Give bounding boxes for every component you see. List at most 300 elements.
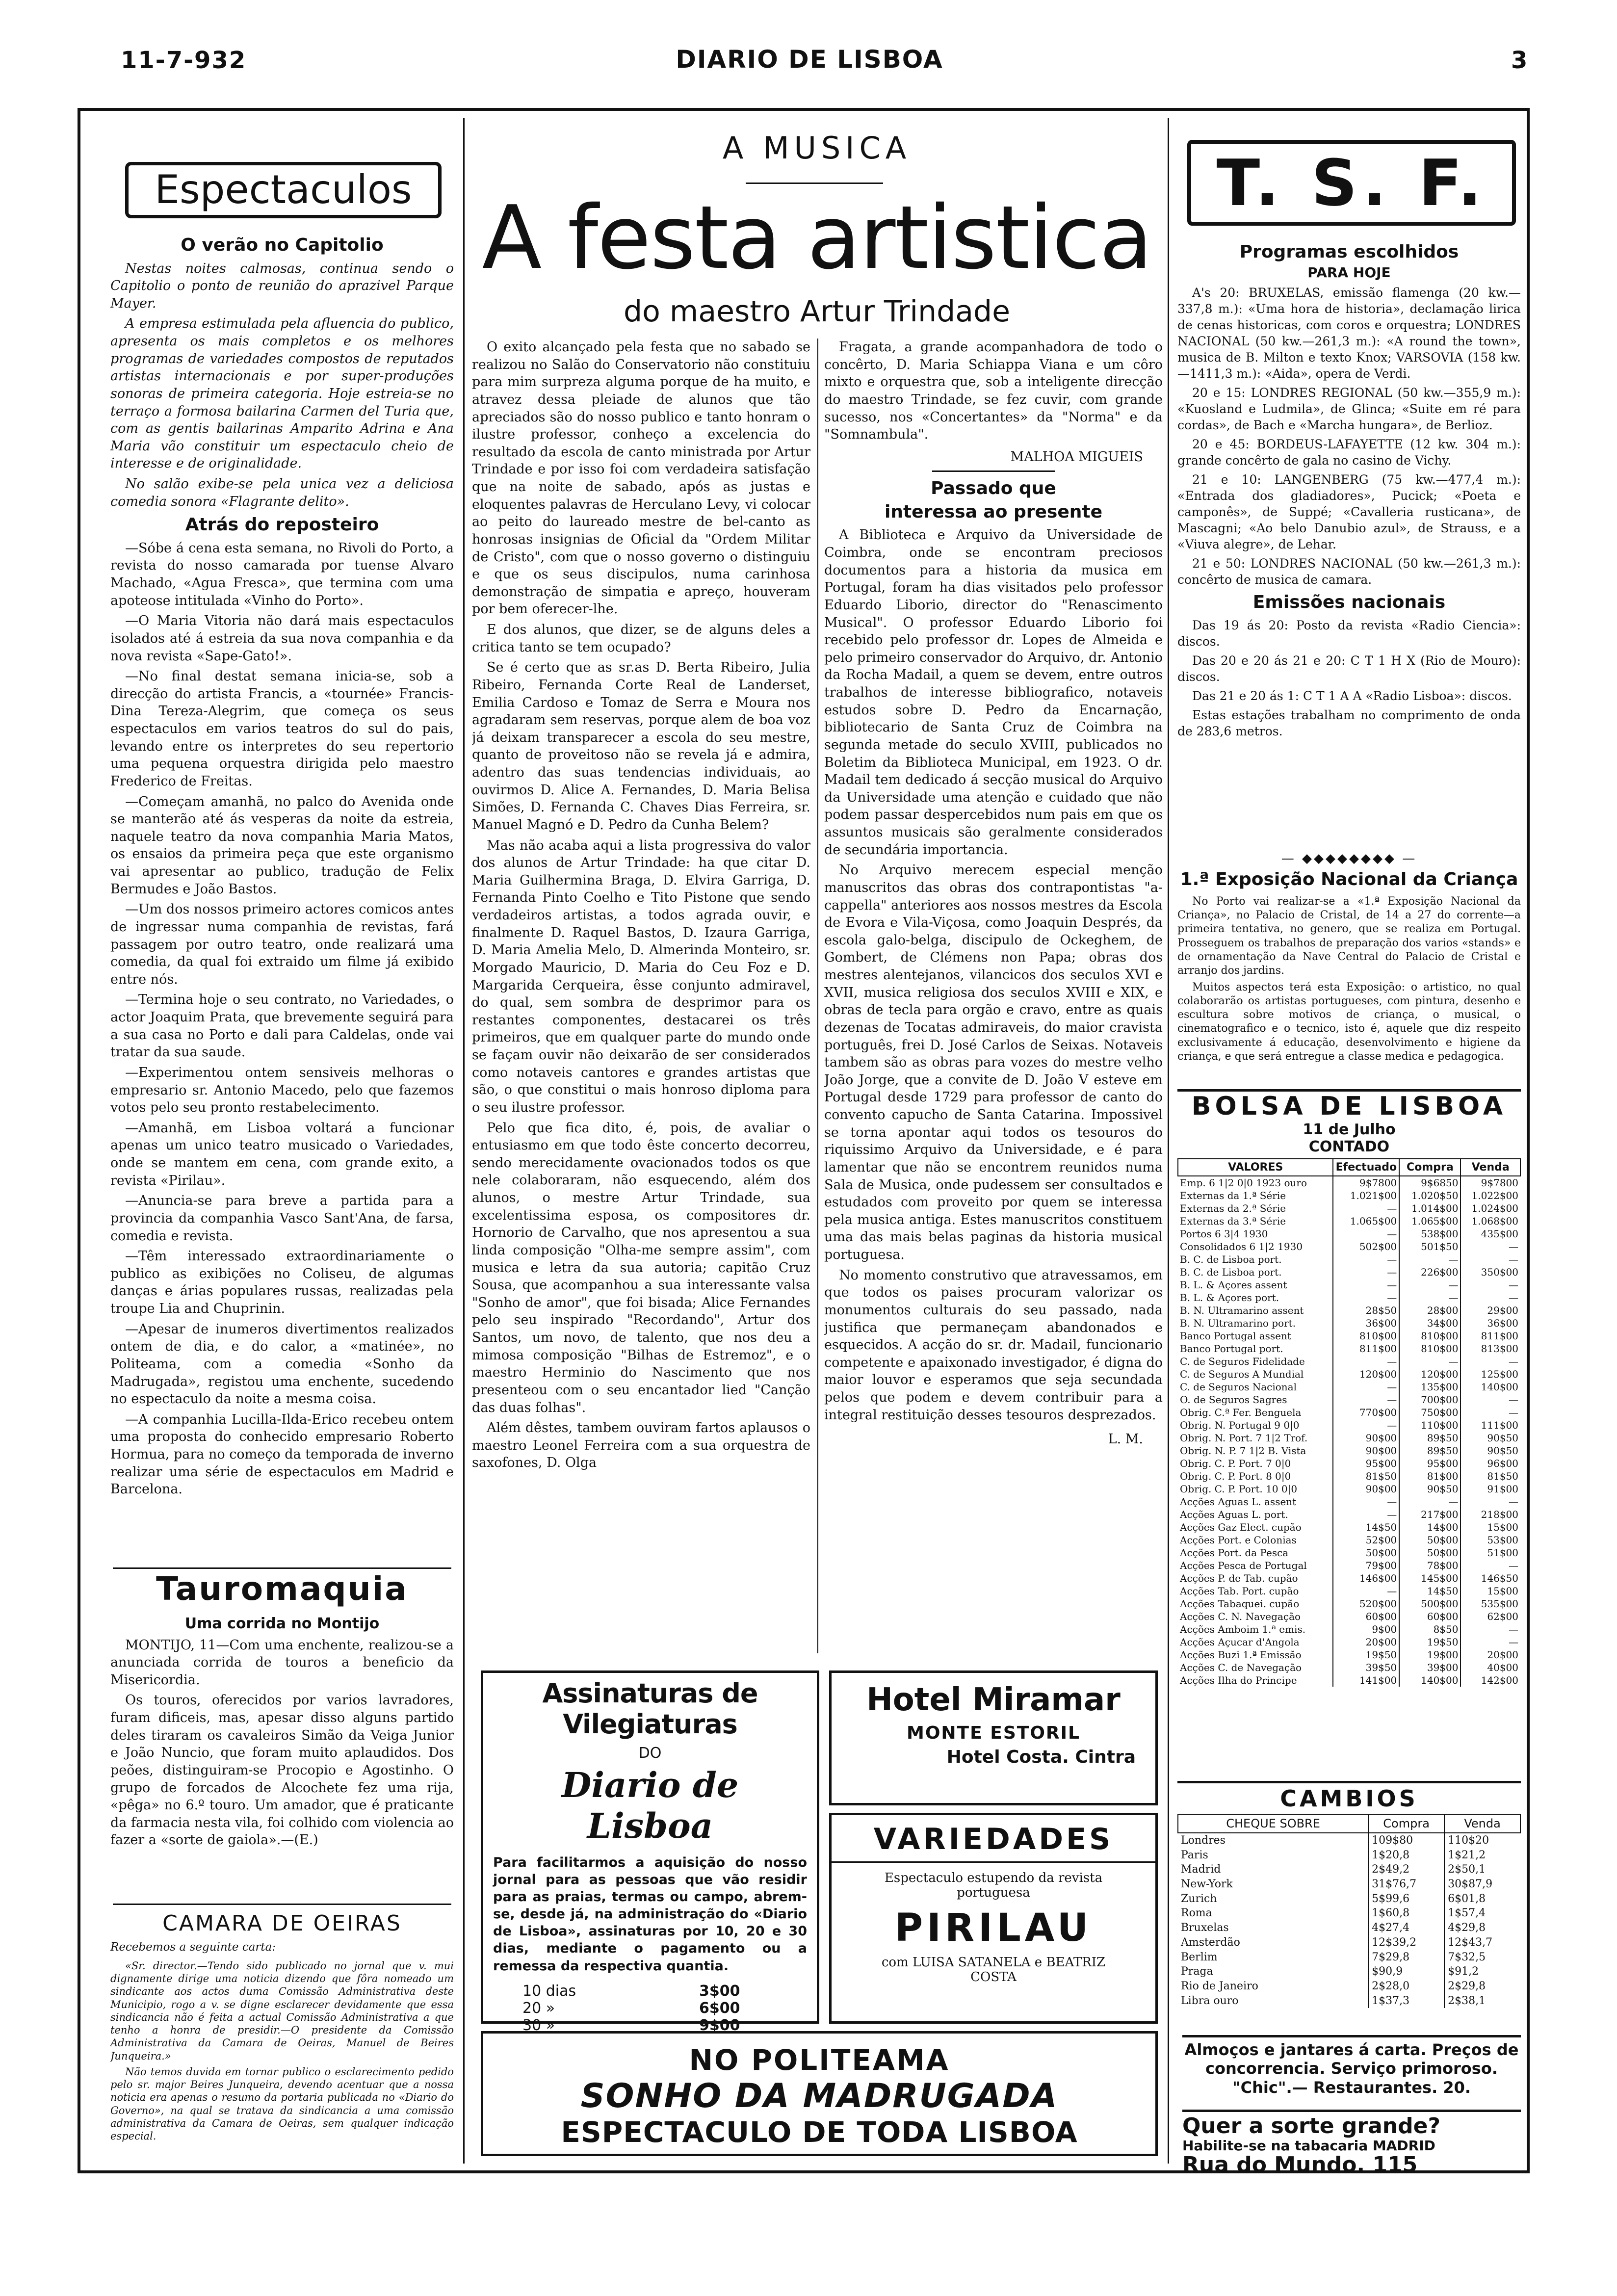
table-cell: 111$00 (1461, 1419, 1520, 1432)
table-cell: 1$37,3 (1368, 1994, 1444, 2009)
heading-montijo: Uma corrida no Montijo (184, 1615, 380, 1632)
table-cell: Acções Tab. Port. cupão (1180, 1585, 1299, 1597)
table-cell: 36$00 (1461, 1317, 1520, 1330)
section-banner-tsf (1187, 140, 1516, 226)
paragraph: Se é certo que as sr.as D. Berta Ribeiro, Julia Ribeiro, Fernanda Corte Real de Landerset, Emilia Cardoso e Tomaz de Serra e Moura nos agradaram sem reservas, porque alem de boa voz já deixam transparecer a escola do seu mestre, quanto de proveitoso não se revela já e admira, adentro das suas tendencias individuais, ao ouvirmos D. Alice A. Fernandes, D. Maria Belisa Simões, D. Fernanda C. Chaves Dias Ferreira, sr. Manuel Magnó e D. Pedro da Cunha Belem? (472, 660, 810, 833)
table-cell: Acções Port. e Colonias (1180, 1534, 1297, 1546)
table-cell: 700$00 (1399, 1393, 1461, 1406)
paragraph: MONTIJO, 11—Com uma enchente, realizou-se a anunciada corrida de touros a beneficio da Misericordia. (110, 1637, 454, 1688)
table-row (1178, 1495, 1520, 1508)
table-cell: 435$00 (1461, 1227, 1520, 1240)
paragraph: 21 e 50: LONDRES NACIONAL (50 kw.—261,3 m.): concêrto de musica de camara. (1177, 556, 1521, 587)
newspaper-title: DIARIO DE LISBOA (676, 45, 943, 74)
table-cell: 810$00 (1399, 1330, 1461, 1342)
paragraph: Além dêstes, tambem ouviram fartos aplausos o maestro Leonel Ferreira com a sua orquestra de saxofones, D. Olga (472, 1420, 810, 1471)
table-cell: 2$29,8 (1444, 1979, 1520, 1994)
table-cell: Obrig. N. P. 7 1|2 B. Vista (1180, 1445, 1306, 1457)
bolsa-section (1177, 1089, 1521, 1687)
table-cell: — (1461, 1291, 1520, 1304)
table-header: Efectuado (1333, 1159, 1399, 1176)
paragraph: 21 e 10: LANGENBERG (75 kw.—477,4 m.): «Entrada dos gladiadores», Pucick; «Poeta e camponês», de Suppé; «Cavalleria rusticana», de Mascagni; «Ao belo Danubio azul», de Strauss, e a «Viuva alegre», de Lehar. (1177, 472, 1521, 552)
table-row (1178, 1862, 1520, 1877)
musica-col-3 (824, 339, 1163, 1658)
paragraph: No salão exibe-se pela unica vez a deliciosa comedia sonora «Flagrante delito». (110, 476, 454, 509)
table-row (1178, 1381, 1520, 1393)
table-cell: — (1461, 1495, 1520, 1508)
page-date: 11-7-932 (121, 47, 247, 74)
table-cell: — (1461, 1253, 1520, 1266)
table-cell: 110$00 (1399, 1419, 1461, 1432)
bolsa-date: 11 de Julho (1303, 1121, 1396, 1138)
table-row (1178, 1521, 1520, 1534)
table-cell: 81$50 (1461, 1470, 1520, 1483)
table-cell: — (1333, 1508, 1399, 1521)
table-cell: — (1399, 1278, 1461, 1291)
table-cell: 142$00 (1461, 1674, 1520, 1687)
paragraph: —Anuncia-se para breve a partida para a provincia da companhia Vasco Sant'Ana, de farsa, comedia e revista. (110, 1193, 454, 1244)
table-cell: 95$00 (1333, 1457, 1399, 1470)
table-cell: — (1461, 1278, 1520, 1291)
paragraph: Estas estações trabalham no comprimento de onda de 283,6 metros. (1177, 707, 1521, 738)
table-row (1178, 1330, 1520, 1342)
table-row (1178, 1470, 1520, 1483)
variedades-line2: portuguesa (957, 1885, 1030, 1900)
table-row (1178, 1674, 1520, 1687)
ad-assinaturas (481, 1670, 819, 2034)
table-cell: 19$00 (1399, 1648, 1461, 1661)
table-row (1178, 1406, 1520, 1419)
table-cell: $90,9 (1368, 1964, 1444, 1979)
paragraph: Das 20 e 20 ás 21 e 20: C T 1 H X (Rio de Mouro): discos. (1177, 653, 1521, 684)
price-row: 10 dias 3$00 (522, 1982, 740, 2000)
table-cell: 1.021$00 (1333, 1189, 1399, 1202)
table-cell: Externas da 2.ª Série (1180, 1202, 1286, 1214)
sorte-l1: Quer a sorte grande? (1182, 2113, 1440, 2139)
table-cell: 53$00 (1461, 1534, 1520, 1546)
section-oeiras: CAMARA DE OEIRAS (162, 1911, 402, 1936)
table-cell: 15$00 (1461, 1521, 1520, 1534)
table-header: Venda (1444, 1814, 1520, 1833)
table-cell: 1.022$00 (1461, 1189, 1520, 1202)
paragraph: —Amanhã, em Lisboa voltará a funcionar apenas um unico teatro musicado o Variedades, onde se mantem em cena, com grande exito, a revista «Pirilau». (110, 1120, 454, 1188)
ornament-divider: — ◆◆◆◆◆◆◆◆ — (1281, 851, 1417, 866)
bolsa-title: BOLSA DE LISBOA (1191, 1092, 1507, 1121)
tsf-title: T. S. F. (1216, 146, 1487, 220)
kicker-musica: A MUSICA (722, 130, 912, 166)
table-cell: 770$00 (1333, 1406, 1399, 1419)
table-cell: 50$00 (1333, 1546, 1399, 1559)
variedades-line1: Espectaculo estupendo da revista (884, 1871, 1103, 1885)
table-cell: Consolidados 6 1|2 1930 (1180, 1241, 1303, 1252)
table-cell: — (1333, 1227, 1399, 1240)
table-row (1178, 1848, 1520, 1863)
table-row (1178, 1355, 1520, 1368)
table-cell: Acções Port. da Pesca (1180, 1547, 1289, 1559)
paragraph: —Começam amanhã, no palco do Avenida onde se manterão até ás vesperas da noite da estreia, naquele teatro da nova companhia Maria Matos, os ensaios da primeira peça que este organismo vai apresentar ao publico, tradução de Felix Bermudes e João Bastos. (110, 794, 454, 897)
chic-text: Almoços e jantares á carta. Preços de concorrencia. Serviço primoroso. "Chic".— Restaurantes. 20. (1184, 2040, 1519, 2097)
paragraph: —Apesar de inumeros divertimentos realizados ontem de dia, e do calor, a «matinée», no Politeama, com a comedia «Sonho da Madrugada», registou uma enchente, sucedendo no espectaculo da noite a mesma coisa. (110, 1321, 454, 1407)
price-row: 30 » 9$00 (522, 2016, 740, 2034)
table-row (1178, 1227, 1520, 1240)
table-row (1178, 1457, 1520, 1470)
table-cell: Banco Portugal port. (1180, 1343, 1283, 1355)
table-row (1178, 1964, 1520, 1979)
table-cell: 218$00 (1461, 1508, 1520, 1521)
table-cell: C. de Seguros Fidelidade (1180, 1356, 1305, 1367)
table-cell: Paris (1181, 1849, 1208, 1861)
paragraph: —Experimentou ontem sensiveis melhoras o empresario sr. Antonio Macedo, pelo que fazemos votos pelo seu pronto restabelecimento. (110, 1065, 454, 1116)
table-cell: 520$00 (1333, 1597, 1399, 1610)
table-row (1178, 1432, 1520, 1444)
paragraph: Não temos duvida em tornar publico o esclarecimento pedido pelo sr. major Beires Junqueira, devendo acentuar que a nossa noticia era apenas o resumo da portaria publicada no «Diario do Governo», na qual se tratava da sindicancia a uma comissão administrativa da Camara de Oeiras, sem qualquer indicação especial. (110, 2065, 454, 2142)
table-cell: Acções C. de Navegação (1180, 1662, 1302, 1673)
table-row (1178, 1304, 1520, 1317)
table-cell: 39$50 (1333, 1661, 1399, 1674)
table-cell: 51$00 (1461, 1546, 1520, 1559)
table-row (1178, 1483, 1520, 1495)
table-cell: 120$00 (1399, 1368, 1461, 1381)
ad-text: Para facilitarmos a aquisição do nosso jornal para as pessoas que vão residir para as praias, termas ou campo, abrem-se, desde já, na administração do «Diario de Lisboa», assinaturas por 10, 20 e 30 dias, mediante o pagamento ou a remessa da respectiva quantia. (493, 1855, 807, 1974)
table-cell: 60$00 (1333, 1610, 1399, 1623)
table-cell: 4$29,8 (1444, 1921, 1520, 1935)
table-cell: 90$50 (1461, 1432, 1520, 1444)
table-cell: 96$00 (1461, 1457, 1520, 1470)
table-cell: Acções Gaz Elect. cupão (1180, 1521, 1302, 1533)
table-cell: Obrig. C.ª Fer. Benguela (1180, 1407, 1302, 1418)
table-cell: 14$00 (1399, 1521, 1461, 1534)
paragraph: —No final destat semana inicia-se, sob a direcção do artista Francis, a «tournée» Francis-Dina Tereza-Alegrim, que começa os seus espectaculos em varios teatros do sul do pais, levando entre os interpretes do seu repertorio uma pequena orquestra dirigida pelo maestro Frederico de Freitas. (110, 669, 454, 789)
table-cell: 7$29,8 (1368, 1950, 1444, 1965)
heading-reposteiro: Atrás do reposteiro (185, 515, 379, 535)
table-cell: Acções Aguas L. assent (1180, 1496, 1297, 1508)
paragraph: No Porto vai realizar-se a «1.ª Exposição Nacional da Criança», no Palacio de Cristal, de 14 a 27 do corrente—a primeira tentativa, no genero, que se realiza em Portugal. Prosseguem os trabalhos de preparação dos varios «stands» e de ornamentação da Nave Central do Palacio de Cristal e arranjo dos jardins. (1177, 895, 1521, 977)
table-cell: — (1461, 1240, 1520, 1253)
table-cell: 9$7800 (1333, 1176, 1399, 1189)
table-cell: — (1399, 1291, 1461, 1304)
ad-paper: Diario de Lisboa (561, 1765, 739, 1846)
table-cell: 1$20,8 (1368, 1848, 1444, 1863)
table-cell: 811$00 (1333, 1342, 1399, 1355)
table-cell: 78$00 (1399, 1559, 1461, 1572)
table-row (1178, 1833, 1520, 1848)
table-row (1178, 1559, 1520, 1572)
table-cell: 14$50 (1333, 1521, 1399, 1534)
paragraph: No momento construtivo que atravessamos, em que todos os paises procuram valorizar os monumentos culturais do seu passado, nada justifica que permaneçam abandonados e esquecidos. A acção do sr. dr. Madail, funcionario competente e apaixonado investigador, é digna do maior louvor e esperamos que seja secundada pelos que podem e devem contribuir para a integral restituição desses tesouros desprezados. (824, 1267, 1163, 1423)
table-row (1178, 1906, 1520, 1921)
table-row (1178, 1368, 1520, 1381)
table-cell: 28$00 (1399, 1304, 1461, 1317)
table-cell: 125$00 (1461, 1368, 1520, 1381)
table-cell: 1.014$00 (1399, 1202, 1461, 1215)
table-cell: B. C. de Lisboa port. (1180, 1266, 1282, 1278)
section-banner-espectaculos (125, 162, 442, 218)
table-cell: 6$01,8 (1444, 1892, 1520, 1906)
tauromaquia-article (110, 1614, 454, 1894)
table-cell: 91$00 (1461, 1483, 1520, 1495)
table-cell: 226$00 (1399, 1266, 1461, 1278)
heading-programas: Programas escolhidos (1239, 242, 1459, 262)
table-row (1178, 1215, 1520, 1227)
table-cell: Banco Portugal assent (1180, 1330, 1291, 1342)
bolsa-mode: CONTADO (1308, 1138, 1390, 1155)
table-cell: 19$50 (1399, 1636, 1461, 1648)
table-cell: Berlim (1181, 1951, 1218, 1963)
paragraph: E dos alunos, que dizer, se de alguns deles a critica tanto se tem ocupado? (472, 622, 810, 655)
table-cell: 1.024$00 (1461, 1202, 1520, 1215)
table-row (1178, 1597, 1520, 1610)
table-header: Compra (1399, 1159, 1461, 1176)
table-row (1178, 1342, 1520, 1355)
table-cell: 535$00 (1461, 1597, 1520, 1610)
table-cell: 4$27,4 (1368, 1921, 1444, 1935)
section-tauromaquia: Tauromaquia (156, 1570, 408, 1608)
table-cell: B. L. & Açores port. (1180, 1292, 1279, 1304)
table-cell: — (1333, 1495, 1399, 1508)
table-cell: 217$00 (1399, 1508, 1461, 1521)
table-cell: 2$50,1 (1444, 1862, 1520, 1877)
table-row (1178, 1419, 1520, 1432)
table-cell: 20$00 (1333, 1636, 1399, 1648)
politeama-l1: NO POLITEAMA (689, 2043, 950, 2077)
table-row (1178, 1935, 1520, 1950)
table-cell: C. de Seguros A Mundial (1180, 1368, 1304, 1380)
table-cell: 12$39,2 (1368, 1935, 1444, 1950)
table-cell: 2$49,2 (1368, 1862, 1444, 1877)
table-cell: 79$00 (1333, 1559, 1399, 1572)
table-cell: — (1333, 1253, 1399, 1266)
paragraph: Das 19 ás 20: Posto da revista «Radio Ciencia»: discos. (1177, 618, 1521, 649)
heading-emissoes: Emissões nacionais (1252, 592, 1446, 613)
subhead: do maestro Artur Trindade (624, 294, 1010, 329)
variedades-name: VARIEDADES (832, 1822, 1155, 1863)
table-cell: — (1333, 1278, 1399, 1291)
ad-variedades (829, 1813, 1158, 2024)
cambios-title: CAMBIOS (1280, 1785, 1418, 1812)
table-cell: 90$50 (1399, 1483, 1461, 1495)
table-cell: B. C. de Lisboa port. (1180, 1253, 1282, 1265)
table-row (1178, 1240, 1520, 1253)
table-cell: — (1333, 1355, 1399, 1368)
table-cell: 50$00 (1399, 1534, 1461, 1546)
table-cell: — (1461, 1559, 1520, 1572)
table-cell: 120$00 (1333, 1368, 1399, 1381)
variedades-show: PIRILAU (894, 1906, 1093, 1950)
table-cell: 31$76,7 (1368, 1877, 1444, 1892)
sorte-l2: Habilite-se na tabacaria MADRID (1182, 2138, 1435, 2154)
table-cell: 34$00 (1399, 1317, 1461, 1330)
table-cell: Acções Buzi 1.ª Emissão (1180, 1649, 1302, 1661)
paragraph: A Biblioteca e Arquivo da Universidade de Coimbra, onde se encontram preciosos documentos para a historia da musica em Portugal, foram ha dias visitados pelo professor Eduardo Liborio, director do "Renascimento Musical". O professor Eduardo Liborio foi recebido pelo professor dr. Lopes de Almeida e pelo primeiro conservador do Arquivo, dr. Antonio da Rocha Madail, a quem se devem, entre outros trabalhos de interesse bibliografico, notaveis estudos sobre D. Pedro da Encarnação, bibliotecario de Santa Cruz de Coimbra na segunda metade do seculo XVIII, publicados no Boletim da Biblioteca Municipal, em 1923. O dr. Madail tem dedicado á secção musical do Arquivo da Universidade uma atenção e cuidado que não podem passar despercebidos num pais em que os assuntos musicais são geralmente considerados de secundária importancia. (824, 527, 1163, 858)
table-row (1178, 1950, 1520, 1965)
table-cell: 811$00 (1461, 1330, 1520, 1342)
table-cell: Libra ouro (1181, 1994, 1239, 2007)
cambios-table (1177, 1814, 1521, 2008)
table-cell: 1.068$00 (1461, 1215, 1520, 1227)
exposicao-article (1177, 868, 1521, 1084)
table-cell: Acções Amboim 1.ª emis. (1180, 1623, 1306, 1635)
table-cell: — (1333, 1585, 1399, 1597)
table-cell: 12$43,7 (1444, 1935, 1520, 1950)
table-row (1178, 1636, 1520, 1648)
paragraph: Das 21 e 20 ás 1: C T 1 A A «Radio Lisboa»: discos. (1192, 688, 1512, 703)
price-row: 20 » 6$00 (522, 1999, 740, 2017)
table-cell: 40$00 (1461, 1661, 1520, 1674)
table-header: Venda (1461, 1159, 1520, 1176)
table-row (1178, 1892, 1520, 1906)
table-cell: 140$00 (1461, 1381, 1520, 1393)
table-cell: Bruxelas (1181, 1922, 1229, 1934)
table-row (1178, 1266, 1520, 1278)
variedades-cast: com LUISA SATANELA e BEATRIZ COSTA (881, 1955, 1106, 1984)
table-cell: 89$50 (1399, 1432, 1461, 1444)
table-cell: 1$60,8 (1368, 1906, 1444, 1921)
signature: MALHOA MIGUEIS (1010, 449, 1143, 465)
paragraph: Os touros, oferecidos por varios lavradores, furam dificeis, mas, apesar disso alguns partido deles tiraram os cavaleiros Simão da Veiga Junior e João Nuncio, que foram muito aplaudidos. Dos peões, distinguiram-se Procopio e Agostinho. O grupo de forcados de Alcochete fez uma rija, «pêga» no 6.º touro. Um amador, que é praticante da farmacia nesta vila, foi colhido com violencia ao fazer a «sorte de gaiola».—(E.) (110, 1693, 454, 1848)
table-cell: 19$50 (1333, 1648, 1399, 1661)
table-cell: Rio de Janeiro (1181, 1980, 1258, 1992)
table-cell: B. N. Ultramarino assent (1180, 1305, 1304, 1316)
ad-hotel (829, 1670, 1158, 1805)
paragraph: Fragata, a grande acompanhadora de todo o concêrto, D. Maria Schiappa Viana e um côro mixto e orquestra que, sob a inteligente direcção do maestro Trindade, se fez cuvir, com grande sucesso, nos «Concertantes» da "Norma" e da "Somnambula". (824, 339, 1163, 443)
table-cell: Obrig. C. P. Port. 8 0|0 (1180, 1470, 1291, 1482)
table-cell: 9$7800 (1461, 1176, 1520, 1189)
table-cell: 90$00 (1333, 1432, 1399, 1444)
table-cell: Acções C. N. Navegação (1180, 1611, 1301, 1622)
table-cell: 135$00 (1399, 1381, 1461, 1393)
paragraph: —Termina hoje o seu contrato, no Variedades, o actor Joaquim Prata, que brevemente seguirá para a sua casa no Porto e dali para Caldelas, onde vai tratar da sua saude. (110, 992, 454, 1060)
table-cell: Externas da 1.ª Série (1180, 1190, 1286, 1201)
table-row (1178, 1979, 1520, 1994)
table-row (1178, 1534, 1520, 1546)
table-cell: Zurich (1181, 1892, 1217, 1905)
table-cell: Externas da 3.ª Série (1180, 1215, 1286, 1227)
table-cell: Acções P. de Tab. cupão (1180, 1572, 1298, 1584)
ad-do: DO (638, 1745, 662, 1762)
paragraph: —O Maria Vitoria não dará mais espectaculos isolados até á estreia da sua nova companhia e da nova revista «Sape-Gato!». (110, 613, 454, 664)
bolsa-table (1177, 1158, 1521, 1687)
table-cell: Obrig. N. Port. 7 1|2 Trof. (1180, 1432, 1308, 1444)
table-cell: 8$50 (1399, 1623, 1461, 1636)
table-cell: 81$50 (1333, 1470, 1399, 1483)
table-cell: 1$57,4 (1444, 1906, 1520, 1921)
table-cell: 90$00 (1333, 1483, 1399, 1495)
table-cell: 1.065$00 (1333, 1215, 1399, 1227)
ad-title: Assinaturas de Vilegiaturas (542, 1678, 758, 1740)
table-cell: — (1333, 1291, 1399, 1304)
table-cell: 1.065$00 (1399, 1215, 1461, 1227)
table-cell: 538$00 (1399, 1227, 1461, 1240)
table-cell: Acções Pesca de Portugal (1180, 1560, 1307, 1571)
table-cell: — (1461, 1393, 1520, 1406)
table-row (1178, 1189, 1520, 1202)
table-row (1178, 1648, 1520, 1661)
table-cell: 30$87,9 (1444, 1877, 1520, 1892)
table-cell: 501$50 (1399, 1240, 1461, 1253)
table-cell: 39$00 (1399, 1661, 1461, 1674)
table-cell: 141$00 (1333, 1674, 1399, 1687)
table-cell: B. N. Ultramarino port. (1180, 1317, 1296, 1329)
paragraph: A empresa estimulada pela afluencia do publico, apresenta os mais completos e os melhores programas de variedades compostos de reputados artistas internacionais e por super-produções sonoras de primeira categoria. Hoje estreia-se no terraço a formosa bailarina Carmen del Turia que, com as gentis bailarinas Amparito Adrina e Ana Maria vão constituir um espectaculo cheio de interesse e de originalidade. (110, 316, 454, 471)
paragraph: —Um dos nossos primeiro actores comicos antes de ingressar numa companhia de revistas, fará passagem por outro teatro, onde realizará uma comedia, da qual foi extraido um filme já exibido entre nós. (110, 902, 454, 987)
paragraph: Nestas noites calmosas, continua sendo o Capitolio o ponto de reunião do aprazivel Parque Mayer. (110, 261, 454, 311)
table-cell: 810$00 (1333, 1330, 1399, 1342)
table-row (1178, 1176, 1520, 1189)
section-title: Espectaculos (155, 167, 412, 212)
table-cell: Acções Tabaquei. cupão (1180, 1598, 1300, 1610)
table-cell: 89$50 (1399, 1444, 1461, 1457)
table-row (1178, 1546, 1520, 1559)
table-cell: Acções Ilha do Principe (1180, 1674, 1297, 1686)
paragraph: No Arquivo merecem especial menção manuscritos das obras dos contrapontistas "a-cappella" anteriores aos nossos mestres da Escola de Evora e Vila-Viçosa, como Joaquin Després, da escola galo-belga, discipulo de Ockeghem, de Gombert, de Clémens non Papa; obras dos mestres alentejanos, vilancicos dos seculos XVI e XVII, musica religiosa dos seculos XVIII e XIX, e obras de tecla para orgão e cravo, entre as quais dezenas de Tocatas admiraveis, do maior cravista português, frei D. José Carlos de Seixas. Notaveis tambem são as obras para vozes do mestre velho João Jorge, que a convite de D. João V esteve em Portugal desde 1729 para professor de canto do convento capucho de Santa Catarina. Impossivel se torna apontar aqui todos os tesouros do riquissimo Arquivo da Universidade, e é para lamentar que não se encontrem reunidos numa Sala de Musica, onde pudessem ser consultados e estudados com proveito por quem se interessa pela musica antiga. Estes manuscritos constituem uma das mais belas paginas da historia musical portuguesa. (824, 862, 1163, 1263)
table-cell: O. de Seguros Sagres (1180, 1394, 1287, 1406)
divider (113, 1567, 451, 1569)
table-cell: — (1461, 1623, 1520, 1636)
table-cell: Obrig. C. P. Port. 7 0|0 (1180, 1458, 1291, 1469)
table-cell: Emp. 6 1|2 0|0 1923 ouro (1180, 1177, 1307, 1189)
table-cell: 140$00 (1399, 1674, 1461, 1687)
ad-sorte (1182, 2110, 1521, 2176)
table-cell: 52$00 (1333, 1534, 1399, 1546)
table-row (1178, 1278, 1520, 1291)
table-row (1178, 1994, 1520, 2009)
table-row (1178, 1877, 1520, 1892)
table-cell: 62$00 (1461, 1610, 1520, 1623)
table-cell: Madrid (1181, 1863, 1221, 1876)
ad-chic (1182, 2035, 1521, 2097)
table-cell: 14$50 (1399, 1585, 1461, 1597)
hotel-name: Hotel Miramar (866, 1682, 1121, 1718)
table-row (1178, 1508, 1520, 1521)
paragraph: A's 20: BRUXELAS, emissão flamenga (20 kw.—337,8 m.): «Uma hora de historia», declamação lirica de cenas historicas, com coros e orquestra; LONDRES NACIONAL (50 kw.—261,3 m.): «A round the town», musica de B. Milton e texto Knox; VARSOVIA (158 kw.—1411,3 m.): «Aida», opera de Verdi. (1177, 286, 1521, 381)
table-cell: Londres (1181, 1834, 1226, 1847)
table-cell: Praga (1181, 1965, 1213, 1978)
hotel-place: MONTE ESTORIL (907, 1723, 1080, 1743)
table-cell: 95$00 (1399, 1457, 1461, 1470)
table-cell: — (1399, 1253, 1461, 1266)
table-row (1178, 1572, 1520, 1585)
table-row (1178, 1623, 1520, 1636)
table-row (1178, 1921, 1520, 1935)
table-cell: 36$00 (1333, 1317, 1399, 1330)
table-header: Compra (1368, 1814, 1444, 1833)
table-cell: 502$00 (1333, 1240, 1399, 1253)
table-cell: Obrig. N. Portugal 9 0|0 (1180, 1419, 1300, 1431)
heading-exposicao: 1.ª Exposição Nacional da Criança (1180, 869, 1518, 889)
signature: L. M. (1108, 1432, 1143, 1447)
table-row (1178, 1610, 1520, 1623)
table-cell: Acções Açucar d'Angola (1180, 1636, 1300, 1648)
politeama-l3: ESPECTACULO DE TODA LISBOA (561, 2115, 1078, 2149)
paragraph: Pelo que fica dito, é, pois, de avaliar o entusiasmo em que todo êste concerto decorreu, sendo merecidamente ovacionados todos os que nele colaboraram, não esquecendo, além dos alunos, o mestre Artur Trindade, sua excelentissima esposa, os compositores dr. Hornorio de Carvalho, que nos apresentou a sua linda composição "Olha-me sempre assim", com musica e letra da sua autoria; capitão Cruz Sousa, que acompanhou a sua interessante valsa "Sonho de amor", que foi bisada; Alice Fernandes pelo seu inspirado "Recordando", Artur dos Santos, um novo, de talento, que nos deu a mimosa composição "Bilhas de Estremoz", e o maestro Herminio do Nascimento que nos presenteou com o seu encantador lied "Canção das duas folhas". (472, 1120, 810, 1415)
table-row (1178, 1253, 1520, 1266)
headline: A festa artistica (482, 187, 1152, 288)
page-number: 3 (1511, 47, 1529, 74)
table-cell: 90$50 (1461, 1444, 1520, 1457)
divider (113, 1904, 451, 1905)
table-cell: 28$50 (1333, 1304, 1399, 1317)
table-cell: 109$80 (1368, 1833, 1444, 1848)
table-header: CHEQUE SOBRE (1178, 1814, 1368, 1833)
table-cell: — (1333, 1419, 1399, 1432)
column-divider (463, 118, 465, 2164)
hotel-sub: Hotel Costa. Cintra (946, 1747, 1136, 1767)
heading-passado: Passado que interessa ao presente (884, 478, 1103, 522)
table-cell: — (1333, 1266, 1399, 1278)
table-cell: 350$00 (1461, 1266, 1520, 1278)
table-cell: 750$00 (1399, 1406, 1461, 1419)
table-cell: — (1399, 1495, 1461, 1508)
table-cell: — (1333, 1381, 1399, 1393)
